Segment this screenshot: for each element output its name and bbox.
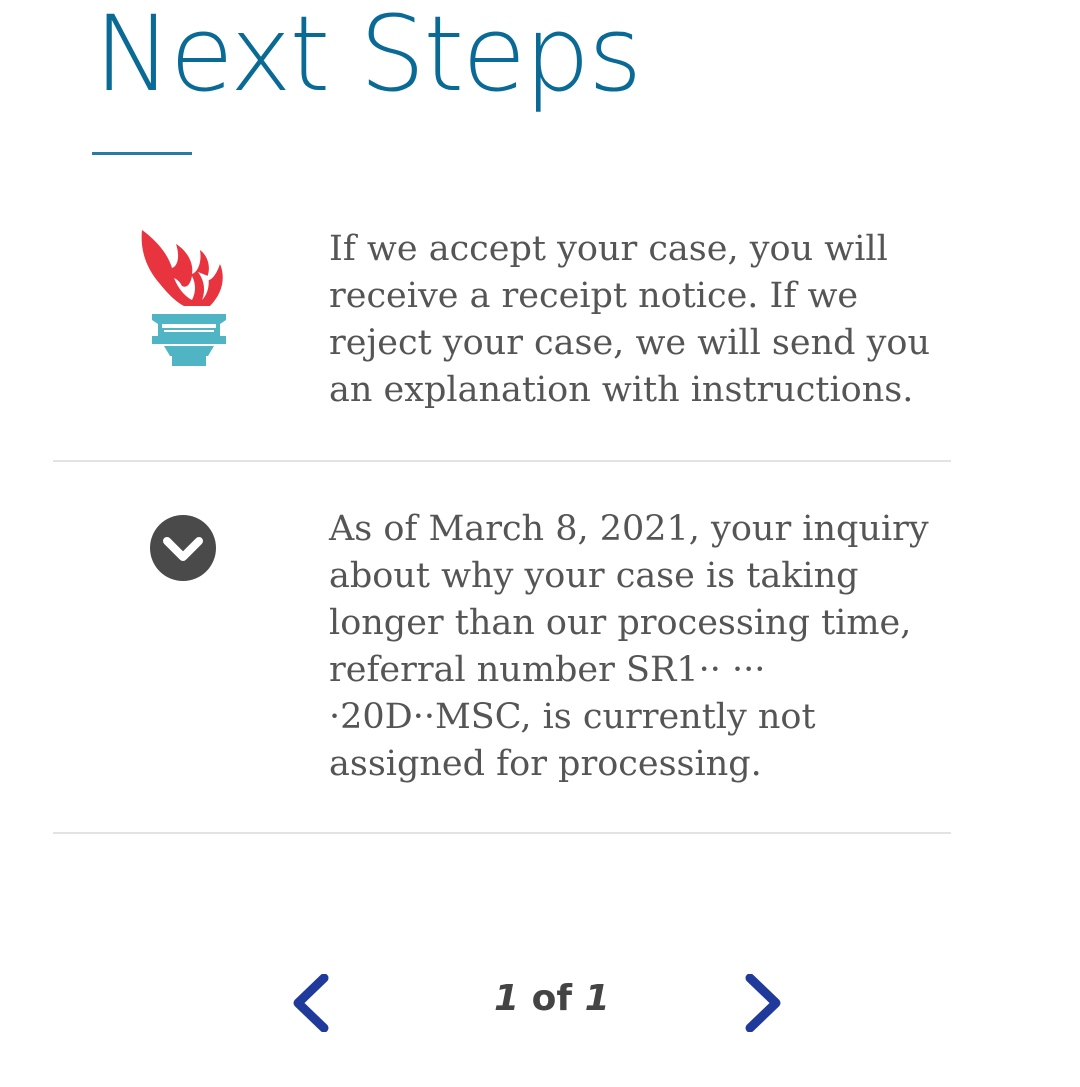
total-pages: 1: [584, 978, 610, 1019]
page-separator: of: [531, 978, 573, 1019]
page-title: Next Steps: [94, 0, 641, 115]
step-divider: [53, 460, 951, 462]
current-page: 1: [494, 978, 520, 1019]
step-divider: [53, 832, 951, 834]
title-underline: [92, 152, 192, 155]
pagination: [0, 970, 1080, 1034]
chevron-right-icon[interactable]: [738, 974, 786, 1032]
chevron-down-circle-icon[interactable]: [149, 514, 217, 586]
torch-icon: [138, 228, 230, 372]
chevron-left-icon[interactable]: [288, 974, 336, 1032]
step-text: If we accept your case, you will receive a receipt notice. If we reject your case, we will send you an explanation with instructions.: [329, 229, 931, 410]
step-text: As of March 8, 2021, your inquiry about why your case is taking longer than our processing time, referral number SR1·· ··· ·20D··MSC, is currently not assigned for processing.: [329, 509, 929, 784]
page-indicator: [494, 978, 610, 1019]
